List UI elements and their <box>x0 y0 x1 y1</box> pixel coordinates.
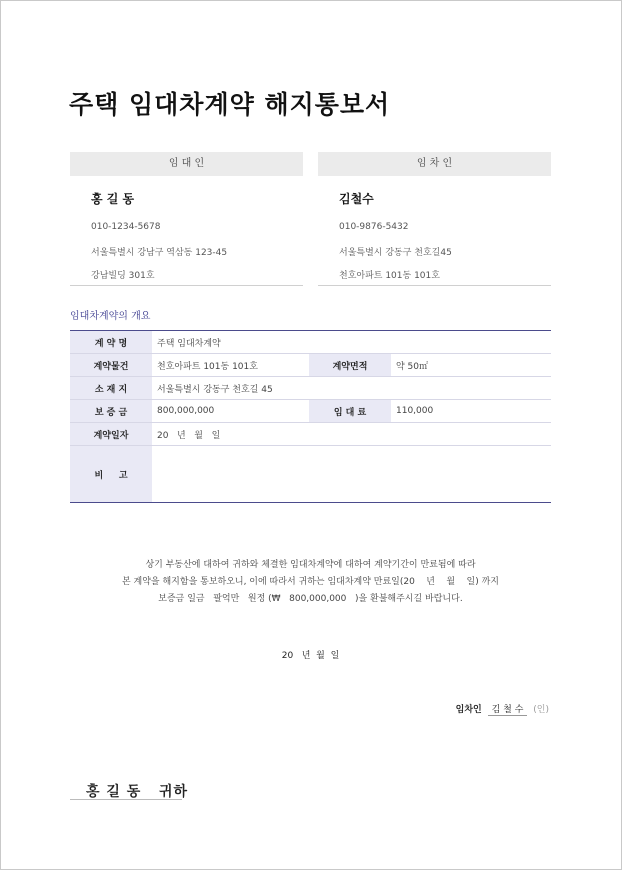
seal-mark: (인) <box>533 705 549 715</box>
location-value: 서울특별시 강동구 천호길 45 <box>152 377 551 400</box>
table-row <box>70 377 551 400</box>
tenant-header: 임 차 인 <box>318 152 551 176</box>
tenant-address-line2: 천호아파트 101동 101호 <box>339 271 440 281</box>
tenant-address-line1: 서울특별시 강동구 천호길45 <box>339 248 452 258</box>
notice-date: 20 년 월 일 <box>281 651 340 661</box>
area-value: 약 50㎡ <box>391 354 551 377</box>
signer-label: 임차인 <box>455 705 482 715</box>
table-row <box>70 400 551 423</box>
table-row <box>70 331 551 354</box>
signature-line <box>456 702 549 715</box>
rent-label: 임 대 료 <box>309 400 391 423</box>
property-value: 천호아파트 101동 101호 <box>152 354 309 377</box>
notice-line-3: 보증금 일금 팔억만 원정 (₩ 800,000,000 )을 환불해주시길 바랍니다. <box>158 594 463 604</box>
contract-date-label: 계약일자 <box>70 423 152 446</box>
overview-table <box>70 330 551 503</box>
landlord-name: 홍 길 동 <box>91 192 135 206</box>
contract-name-label: 계 약 명 <box>70 331 152 354</box>
deposit-value: 800,000,000 <box>152 400 309 423</box>
location-label: 소 재 지 <box>70 377 152 400</box>
contract-date-value: 20 년 월 일 <box>152 423 551 446</box>
landlord-address-line2: 강남빌딩 301호 <box>91 271 155 281</box>
table-row <box>70 446 551 503</box>
remarks-value <box>152 446 551 503</box>
landlord-header: 임 대 인 <box>70 152 303 176</box>
tenant-phone: 010-9876-5432 <box>339 222 409 232</box>
tenant-info <box>318 176 551 286</box>
notice-line-2: 본 계약을 해지함을 통보하오니, 이에 따라서 귀하는 임대차계약 만료일(20 년 월 일) 까지 <box>121 577 499 587</box>
table-row <box>70 423 551 446</box>
tenant-name: 김철수 <box>339 192 374 206</box>
area-label: 계약면적 <box>309 354 391 377</box>
signer-name: 김 철 수 <box>488 705 528 716</box>
addressee: 홍 길 동 귀하 <box>70 781 182 800</box>
remarks-label: 비 고 <box>70 446 152 503</box>
overview-section-title: 임대차계약의 개요 <box>70 311 151 322</box>
rent-value: 110,000 <box>391 400 551 423</box>
table-row <box>70 354 551 377</box>
contract-name-value: 주택 임대차계약 <box>152 331 551 354</box>
property-label: 계약물건 <box>70 354 152 377</box>
landlord-box <box>70 152 303 286</box>
notice-line-1: 상기 부동산에 대하여 귀하와 체결한 임대차계약에 대하여 계약기간이 만료됨에 따라 <box>145 560 476 570</box>
landlord-info <box>70 176 303 286</box>
deposit-label: 보 증 금 <box>70 400 152 423</box>
document-title: 주택 임대차계약 해지통보서 <box>69 90 391 119</box>
landlord-phone: 010-1234-5678 <box>91 222 161 232</box>
notice-body <box>70 557 551 608</box>
tenant-box <box>318 152 551 286</box>
landlord-address-line1: 서울특별시 강남구 역삼동 123-45 <box>91 248 228 258</box>
